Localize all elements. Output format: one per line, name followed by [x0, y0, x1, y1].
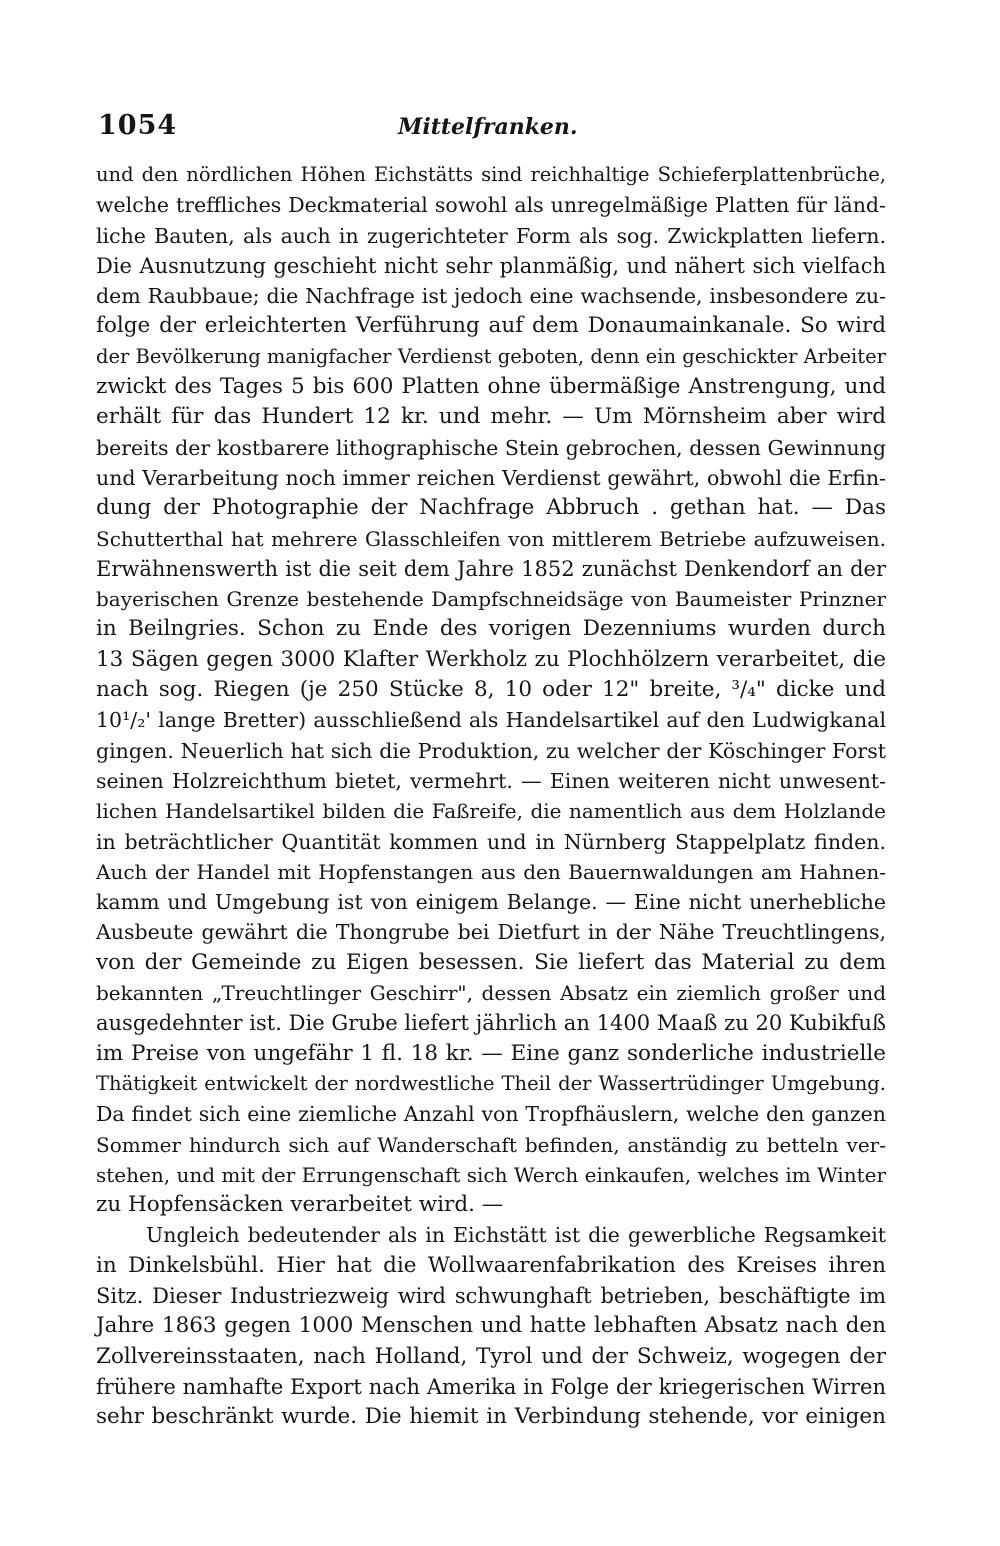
- text-line: Da findet sich eine ziemliche Anzahl von Tropfhäuslern, welche den ganzen: [96, 1102, 886, 1127]
- text-line: in Dinkelsbühl. Hier hat die Wollwaarenfabrikation des Kreises ihren: [96, 1252, 886, 1278]
- text-line: bayerischen Grenze bestehende Dampfschneidsäge von Baumeister Prinzner: [96, 587, 886, 612]
- text-line: nach sog. Riegen (je 250 Stücke 8, 10 oder 12" breite, ³/₄" dicke und: [96, 677, 886, 703]
- text-line: zwickt des Tages 5 bis 600 Platten ohne übermäßige Anstrengung, und: [96, 374, 886, 400]
- text-line: von der Gemeinde zu Eigen besessen. Sie liefert das Material zu dem: [96, 949, 886, 975]
- text-line: ausgedehnter ist. Die Grube liefert jährlich an 1400 Maaß zu 20 Kubikfuß: [96, 1011, 886, 1036]
- text-line: Ungleich bedeutender als in Eichstätt ist die gewerbliche Regsamkeit: [146, 1223, 886, 1248]
- text-line: lichen Handelsartikel bilden die Faßreife, die namentlich aus dem Holzlande: [96, 799, 886, 824]
- text-line: und Verarbeitung noch immer reichen Verdienst gewährt, obwohl die Erfin-: [96, 465, 886, 490]
- text-line: 13 Sägen gegen 3000 Klafter Werkholz zu Plochhölzern verarbeitet, die: [96, 646, 886, 672]
- running-title: Mittelfranken.: [398, 114, 578, 140]
- text-line: sehr beschränkt wurde. Die hiemit in Verbindung stehende, vor einigen: [96, 1404, 886, 1430]
- text-line: bereits der kostbarere lithographische Stein gebrochen, dessen Gewinnung: [96, 435, 886, 460]
- text-line: in beträchtlicher Quantität kommen und in Nürnberg Stappelplatz finden.: [96, 829, 886, 854]
- text-line: Sommer hindurch sich auf Wanderschaft befinden, anständig zu betteln ver-: [96, 1132, 886, 1157]
- text-line: dem Raubbaue; die Nachfrage ist jedoch eine wachsende, insbesondere zu-: [96, 284, 886, 309]
- text-line: 10¹/₂' lange Bretter) ausschließend als Handelsartikel auf den Ludwigkanal: [96, 708, 886, 733]
- text-line: liche Bauten, als auch in zugerichteter Form als sog. Zwickplatten liefern.: [96, 223, 886, 248]
- page-header: [98, 110, 882, 150]
- text-line: Erwähnenswerth ist die seit dem Jahre 1852 zunächst Denkendorf an der: [96, 556, 886, 581]
- text-line: Schutterthal hat mehrere Glasschleifen von mittlerem Betriebe aufzuweisen.: [96, 526, 886, 551]
- text-line: Die Ausnutzung geschieht nicht sehr planmäßig, und nähert sich vielfach: [96, 253, 886, 278]
- text-line: bekannten „Treuchtlinger Geschirr", dessen Absatz ein ziemlich großer und: [96, 981, 886, 1006]
- text-line: erhält für das Hundert 12 kr. und mehr. — Um Mörnsheim aber wird: [96, 404, 886, 430]
- text-line: im Preise von ungefähr 1 fl. 18 kr. — Eine ganz sonderliche industrielle: [96, 1040, 886, 1066]
- text-line: welche treffliches Deckmaterial sowohl als unregelmäßige Platten für länd-: [96, 193, 886, 218]
- body-text: [96, 160, 886, 1432]
- text-line: Zollvereinsstaaten, nach Holland, Tyrol und der Schweiz, wogegen der: [96, 1343, 886, 1369]
- text-line: der Bevölkerung manigfacher Verdienst geboten, denn ein geschickter Arbeiter: [96, 344, 886, 368]
- text-line: seinen Holzreichthum bietet, vermehrt. — Einen weiteren nicht unwesent-: [96, 768, 886, 793]
- text-line: in Beilngries. Schon zu Ende des vorigen Dezenniums wurden durch: [96, 616, 886, 642]
- text-line: und den nördlichen Höhen Eichstätts sind reichhaltige Schieferplattenbrüche,: [96, 163, 886, 186]
- text-line: Jahre 1863 gegen 1000 Menschen und hatte lebhaften Absatz nach den: [96, 1313, 886, 1339]
- text-line: zu Hopfensäcken verarbeitet wird. —: [96, 1192, 504, 1218]
- text-line: stehen, und mit der Errungenschaft sich Werch einkaufen, welches im Winter: [96, 1162, 887, 1187]
- text-line: kamm und Umgebung ist von einigem Belange. — Eine nicht unerhebliche: [96, 890, 886, 915]
- text-line: frühere namhafte Export nach Amerika in Folge der kriegerischen Wirren: [96, 1374, 886, 1399]
- text-line: Thätigkeit entwickelt der nordwestliche Theil der Wassertrüdinger Umgebung.: [96, 1071, 886, 1095]
- text-line: Sitz. Dieser Industriezweig wird schwunghaft betrieben, beschäftigte im: [96, 1283, 886, 1308]
- text-line: Ausbeute gewährt die Thongrube bei Dietfurt in der Nähe Treuchtlingens,: [96, 920, 886, 945]
- text-line: gingen. Neuerlich hat sich die Produktion, zu welcher der Köschinger Forst: [96, 738, 886, 763]
- text-line: folge der erleichterten Verführung auf dem Donaumainkanale. So wird: [96, 313, 886, 339]
- page-number: 1054: [98, 110, 178, 141]
- text-line: dung der Photographie der Nachfrage Abbruch . gethan hat. — Das: [96, 495, 886, 521]
- text-line: Auch der Handel mit Hopfenstangen aus den Bauernwaldungen am Hahnen-: [96, 859, 886, 884]
